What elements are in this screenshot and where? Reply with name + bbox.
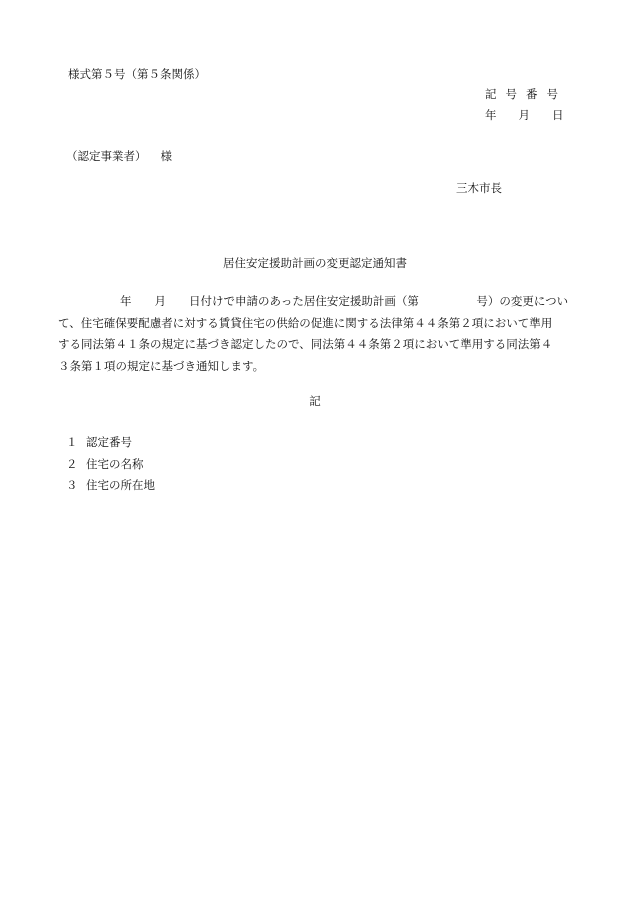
- date-day: 日: [552, 108, 564, 122]
- list-item: [66, 475, 155, 497]
- form-number-label: 様式第５号（第５条関係）: [68, 67, 206, 81]
- item-label: 認定番号: [86, 435, 132, 449]
- list-item: [66, 454, 155, 476]
- recipient-line: [66, 148, 172, 164]
- body-paragraph: [58, 291, 580, 377]
- item-list: [66, 432, 155, 497]
- issuer-name: 三木市長: [456, 181, 502, 195]
- date-year: 年: [485, 108, 497, 122]
- body-line-4: ３条第１項の規定に基づき通知します。: [58, 358, 265, 373]
- date-month: 月: [518, 108, 530, 122]
- item-label: 住宅の所在地: [86, 478, 155, 492]
- document-title: 居住安定援助計画の変更認定通知書: [223, 256, 407, 270]
- item-number: １: [66, 435, 78, 449]
- recipient-label: （認定事業者）: [66, 149, 147, 163]
- body-line-2: て、住宅確保要配慮者に対する賃貸住宅の供給の促進に関する法律第４４条第２項において準用: [58, 315, 553, 330]
- item-number: ３: [66, 478, 78, 492]
- list-item: [66, 432, 155, 454]
- item-label: 住宅の名称: [86, 456, 144, 471]
- date-label: [485, 107, 564, 123]
- body-line-1: 年 月 日付けで申請のあった居住安定援助計画（第 号）の変更につい: [120, 294, 569, 308]
- recipient-honorific: 様: [160, 149, 172, 163]
- record-number-label: 記号番号: [485, 87, 567, 101]
- body-line-3: する同法第４１条の規定に基づき認定したので、同法第４４条第２項において準用する同法第４: [58, 337, 553, 351]
- item-number: ２: [66, 456, 78, 471]
- ki-heading: 記: [309, 394, 321, 408]
